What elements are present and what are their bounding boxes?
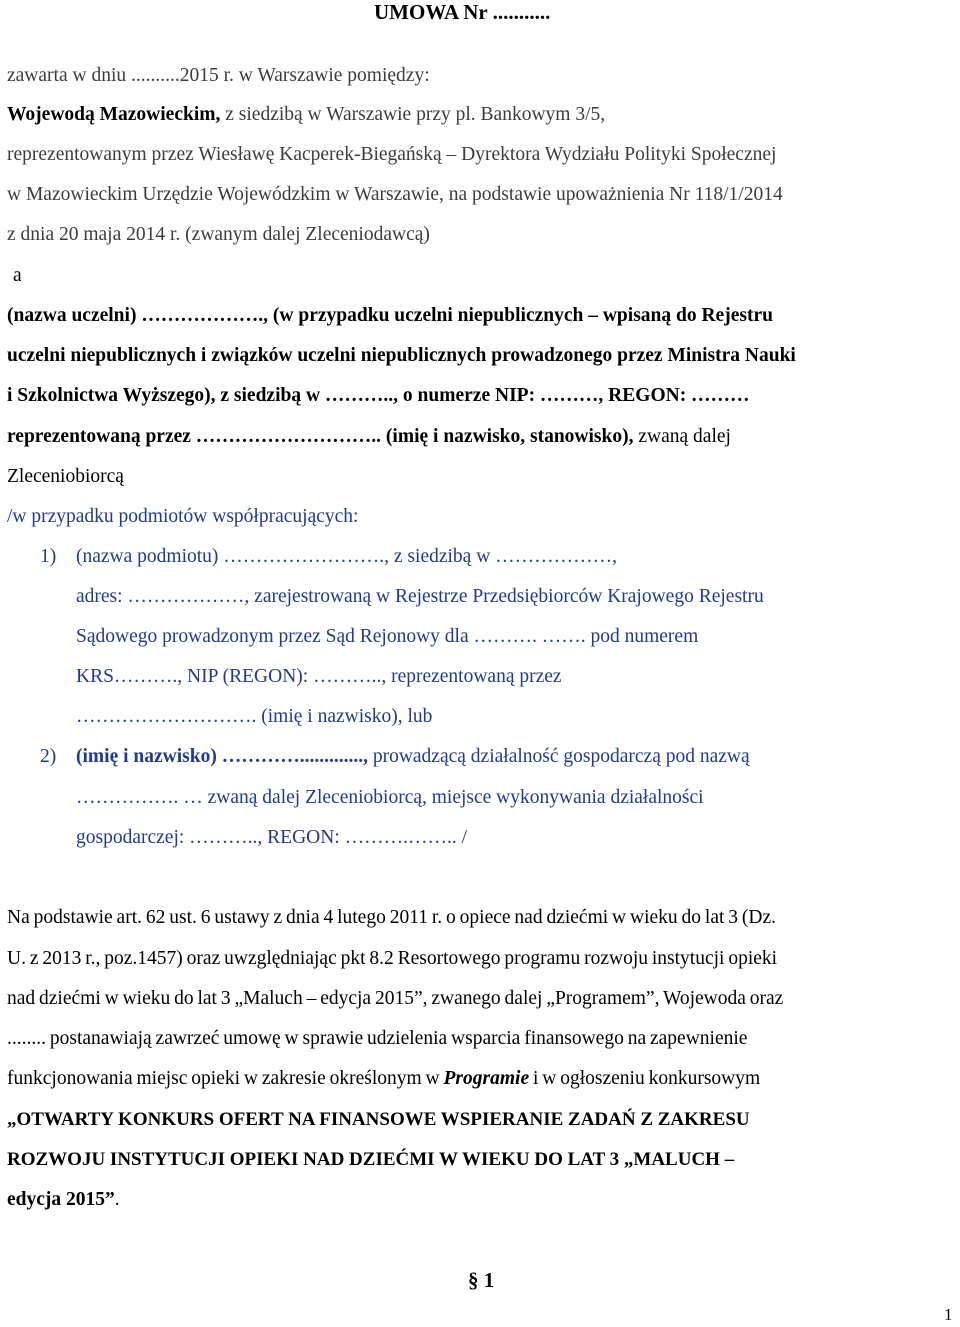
intro-line-4: w Mazowieckim Urzędzie Wojewódzkim w Warszawie, na podstawie upoważnienia Nr 118/1/2014 [7,184,783,205]
intro-line-6: a [13,265,22,286]
uczelnia-line-4 [7,425,731,449]
party-name: Wojewodą Mazowieckim, [7,104,221,125]
section-heading: § 1 [468,1268,495,1292]
list-item-2-rest: prowadzącą działalność gospodarczą pod nazwą [367,746,750,767]
representative-rest: zwaną dalej [633,426,731,447]
representative-bold: reprezentowaną przez ……………………….. (imię i nazwisko, stanowisko), [7,426,634,447]
list-item-1-line-3: Sądowego prowadzonym przez Sąd Rejonowy dla ………. ……. pod numerem [76,626,699,647]
list-item-2-line-2: ……………. … zwaną dalej Zleceniobiorcą, miejsce wykonywania działalności [76,787,704,808]
edition-bold: edycja 2015” [7,1189,115,1210]
podstawa-line-5 [7,1067,760,1091]
podstawa-line-1: Na podstawie art. 62 ust. 6 ustawy z dnia 4 lutego 2011 r. o opiece nad dziećmi w wieku do lat 3 (Dz. [7,907,776,928]
edition-period: . [114,1189,120,1210]
list-item-1-line-2: adres: ………………, zarejestrowaną w Rejestrze Przedsiębiorców Krajowego Rejestru [76,586,764,607]
intro-line-3: reprezentowanym przez Wiesławę Kacperek-Biegańską – Dyrektora Wydziału Polityki Społecznej [7,144,777,165]
list-item-2-line-3: gospodarczej: ……….., REGON: ……….…….. / [76,827,468,848]
uczelnia-line-2: uczelni niepublicznych i związków uczelni niepublicznych prowadzonego przez Ministra Nauki [7,345,796,366]
podstawa-line-5-a: funkcjonowania miejsc opieki w zakresie określonym w [7,1068,444,1089]
list-item-1-line-5: ………………………. (imię i nazwisko), lub [76,706,433,727]
podstawa-line-4: ........ postanawiają zawrzeć umowę w sprawie udzielenia wsparcia finansowego na zapewnienie [7,1028,748,1049]
list-item-1-line-4: KRS………., NIP (REGON): ……….., reprezentowaną przez [76,666,562,687]
uczelnia-line-5: Zleceniobiorcą [7,466,124,487]
intro-line-5: z dnia 20 maja 2014 r. (zwanym dalej Zleceniodawcą) [7,224,430,245]
list-item-2-line-1 [76,745,750,769]
list-item-1-number: 1) [40,546,57,567]
podstawa-line-7: ROZWOJU INSTYTUCJI OPIEKI NAD DZIEĆMI W WIEKU DO LAT 3 „MALUCH – [7,1149,735,1170]
list-item-2-number: 2) [40,746,57,767]
podstawa-line-3: nad dziećmi w wieku do lat 3 „Maluch – edycja 2015”, zwanego dalej „Programem”, Wojewoda oraz [7,988,784,1009]
podstawa-line-2: U. z 2013 r., poz.1457) oraz uwzględniając pkt 8.2 Resortowego programu rozwoju instytucji opieki [7,948,778,969]
intro-line-2 [7,103,605,127]
intro-line-1: zawarta w dniu ..........2015 r. w Warszawie pomiędzy: [7,65,430,86]
contract-title: UMOWA Nr ........... [374,0,551,24]
podmioty-header: /w przypadku podmiotów współpracujących: [7,506,359,527]
list-item-2-bold: (imię i nazwisko) …………............., [76,746,368,767]
page-number: 1 [944,1305,953,1324]
uczelnia-line-1: (nazwa uczelni) ………………., (w przypadku uczelni niepublicznych – wpisaną do Rejestru [7,305,773,326]
podstawa-line-5-b: i w ogłoszeniu konkursowym [529,1068,761,1089]
podstawa-line-6: „OTWARTY KONKURS OFERT NA FINANSOWE WSPIERANIE ZADAŃ Z ZAKRESU [7,1109,750,1130]
programme-italic: Programie [443,1068,530,1089]
uczelnia-line-3: i Szkolnictwa Wyższego), z siedzibą w ……….., o numerze NIP: ………, REGON: ……… [7,385,750,406]
podstawa-line-8 [7,1188,120,1212]
list-item-1-line-1: (nazwa podmiotu) ……………………., z siedzibą w ………………, [76,546,618,567]
party-address: z siedzibą w Warszawie przy pl. Bankowym 3/5, [220,104,606,125]
